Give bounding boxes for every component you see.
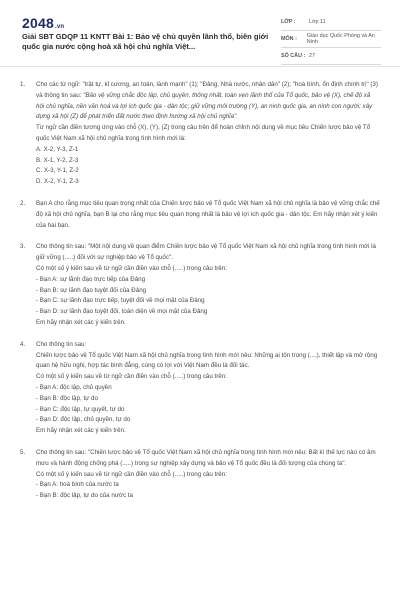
page-header xyxy=(0,0,400,66)
meta-info xyxy=(281,14,381,65)
question-item xyxy=(20,199,380,231)
question-line xyxy=(36,199,380,231)
question-line xyxy=(36,491,380,502)
meta-row-subject xyxy=(281,31,381,48)
question-line xyxy=(36,307,380,318)
meta-value: Giáo dục Quốc Phòng và An Ninh xyxy=(306,33,375,45)
question-item xyxy=(20,80,380,188)
question-quote: "Bảo vệ vững chắc độc lập, chủ quyền, thống nhất, toàn vẹn lãnh thổ của Tổ quốc, bảo vệ (X), chế độ xã hội chủ nghĩa, nền văn hoá và lợi ích quốc gia - dân tộc; giữ vững môi trường (Y), an ninh quốc gia, an ninh con người; xây dựng xã hội (Z) để phát triển đất nước theo định hướng xã hội chủ nghĩa". xyxy=(36,91,373,121)
question-line xyxy=(36,470,380,481)
question-body xyxy=(36,80,380,188)
question-text: - Bạn B: độc lập, tự do của nước ta xyxy=(36,492,133,500)
question-line xyxy=(36,318,380,329)
question-text: - Bạn B: sự lãnh đạo tuyệt đối của Đảng xyxy=(36,286,147,294)
question-text: Em hãy nhận xét các ý kiến trên. xyxy=(36,427,126,435)
question-line xyxy=(36,286,380,297)
question-number: 3. xyxy=(20,243,26,251)
question-line xyxy=(36,448,380,470)
meta-label: LỚP : xyxy=(281,19,296,25)
question-text: Chiến lược bảo vệ Tổ quốc Việt Nam xã hội chủ nghĩa trong tình hình mới nêu: Những ai tôn trọng (....), thiết lập và mở rộng quan hệ hữu nghị, hợp tác bình đẳng, cùng có lợi với Việt Nam đều là đối tác. xyxy=(36,351,378,370)
question-item xyxy=(20,242,380,328)
question-line xyxy=(36,275,380,286)
question-text: D. X-2, Y-1, Z-3 xyxy=(36,178,79,186)
question-line xyxy=(36,351,380,373)
question-text: Cho thông tin sau: "Một nội dung về quan điểm Chiến lược bảo vệ Tổ quốc Việt Nam xã hội chủ nghĩa trong tình hình mới là giữ vững (.....) đối với sự nghiệp bảo vệ Tổ quốc". xyxy=(36,243,376,262)
question-text: B. X-1, Y-2, Z-3 xyxy=(36,156,79,164)
header-divider xyxy=(0,66,400,67)
meta-row-class xyxy=(281,14,381,31)
question-line xyxy=(36,123,380,145)
question-line xyxy=(36,264,380,275)
question-text: - Bạn D: độc lập, chủ quyền, tự do xyxy=(36,416,131,424)
question-text: - Bạn C: sự lãnh đạo trực tiếp, tuyệt đối về mọi mặt của Đảng xyxy=(36,297,205,305)
question-number: 1. xyxy=(20,81,26,88)
question-text: Có một số ý kiến sau về từ ngữ cần điền vào chỗ (.....) trong câu trên: xyxy=(36,373,227,381)
question-line xyxy=(36,242,380,264)
question-number: 4. xyxy=(20,340,26,348)
logo-main: 2048 xyxy=(22,15,54,31)
question-list xyxy=(20,80,380,513)
question-line xyxy=(36,383,380,394)
question-text: Bạn A cho rằng mục tiêu quan trọng nhất của Chiến lược bảo vệ Tổ quốc Việt Nam xã hội chủ nghĩa là bảo vệ vững chắc chế độ xã hội chủ nghĩa, bạn B lại cho rằng mục tiêu quan trọng nhất là bảo vệ lợi ích quốc gia - dân tộc. Em hãy nhận xét ý kiến của hai bạn. xyxy=(36,199,380,229)
question-body xyxy=(36,448,380,502)
question-line xyxy=(36,166,380,177)
question-body xyxy=(36,199,380,231)
question-text: Cho thông tin sau: xyxy=(36,340,87,348)
question-text: - Bạn B: độc lập, tự do xyxy=(36,394,98,402)
logo-suffix: .vn xyxy=(54,24,65,30)
meta-label: SỐ CÂU : xyxy=(281,53,306,59)
question-number: 2. xyxy=(20,199,26,207)
question-text: - Bạn D: sự lãnh đạo tuyệt đối, toàn diện về mọi mặt của Đảng xyxy=(36,308,208,316)
question-text: - Bạn A: sự lãnh đạo trực tiếp của Đảng xyxy=(36,275,146,283)
meta-value: Lớp 11 xyxy=(309,19,326,25)
question-text: Có một số ý kiến sau về từ ngữ cần điền vào chỗ (.....) trong câu trên: xyxy=(36,470,227,478)
question-line xyxy=(36,480,380,491)
question-text: Có một số ý kiến sau về từ ngữ cần điền vào chỗ (.....) trong câu trên: xyxy=(36,264,227,272)
question-body xyxy=(36,242,380,328)
question-line xyxy=(36,177,380,188)
question-line xyxy=(36,156,380,167)
question-line xyxy=(36,405,380,416)
question-line xyxy=(36,145,380,156)
question-body xyxy=(36,340,380,437)
question-text: Em hãy nhận xét các ý kiến trên. xyxy=(36,318,126,326)
question-text: Cho các từ ngữ: "trật tự, kỉ cương, an toàn, lành mạnh" (1); "Đảng, Nhà nước, nhân dân" (2); "hoà bình, ổn định chính trị" (3) và thông tin sau: xyxy=(36,81,378,99)
question-line xyxy=(36,296,380,307)
question-line xyxy=(36,426,380,437)
question-line xyxy=(36,372,380,383)
question-line xyxy=(36,80,380,123)
question-text: C. X-3, Y-1, Z-2 xyxy=(36,167,79,175)
question-item xyxy=(20,448,380,502)
meta-label: MÔN : xyxy=(281,36,297,42)
question-text: - Bạn C: độc lập, tự quyết, tự do xyxy=(36,405,125,413)
question-line xyxy=(36,394,380,405)
meta-value: 27 xyxy=(309,53,315,59)
question-text: A. X-2, Y-3, Z-1 xyxy=(36,145,79,153)
site-logo[interactable] xyxy=(22,15,64,31)
question-text: - Bạn A: hoà bình của nước ta xyxy=(36,481,119,489)
question-text: - Bạn A: độc lập, chủ quyền xyxy=(36,383,112,391)
question-text: Cho thông tin sau: "Chiến lược bảo vệ Tổ quốc Việt Nam xã hội chủ nghĩa trong tình hình mới nêu: Bất kì thế lực nào có âm mưu và hành động chống phá (.....) trong sự nghiệp xây dựng và bảo vệ Tổ quốc đều là đối tượng của chúng ta". xyxy=(36,448,376,467)
question-line xyxy=(36,415,380,426)
question-text: Từ ngữ cần điền tương ứng vào chỗ (X), (Y), (Z) trong câu trên để hoàn chỉnh nội dung về mục tiêu Chiến lược bảo vệ Tổ quốc Việt Nam xã hội chủ nghĩa trong tình hình mới là: xyxy=(36,124,371,142)
page-title: Giải SBT GDQP 11 KNTT Bài 1: Bảo vệ chủ quyền lãnh thổ, biên giới quốc gia nước cộng hoà xã hội chủ nghĩa Việt... xyxy=(22,32,269,51)
meta-row-count xyxy=(281,48,381,65)
question-item xyxy=(20,340,380,437)
question-number: 5. xyxy=(20,448,26,456)
question-line xyxy=(36,340,380,351)
